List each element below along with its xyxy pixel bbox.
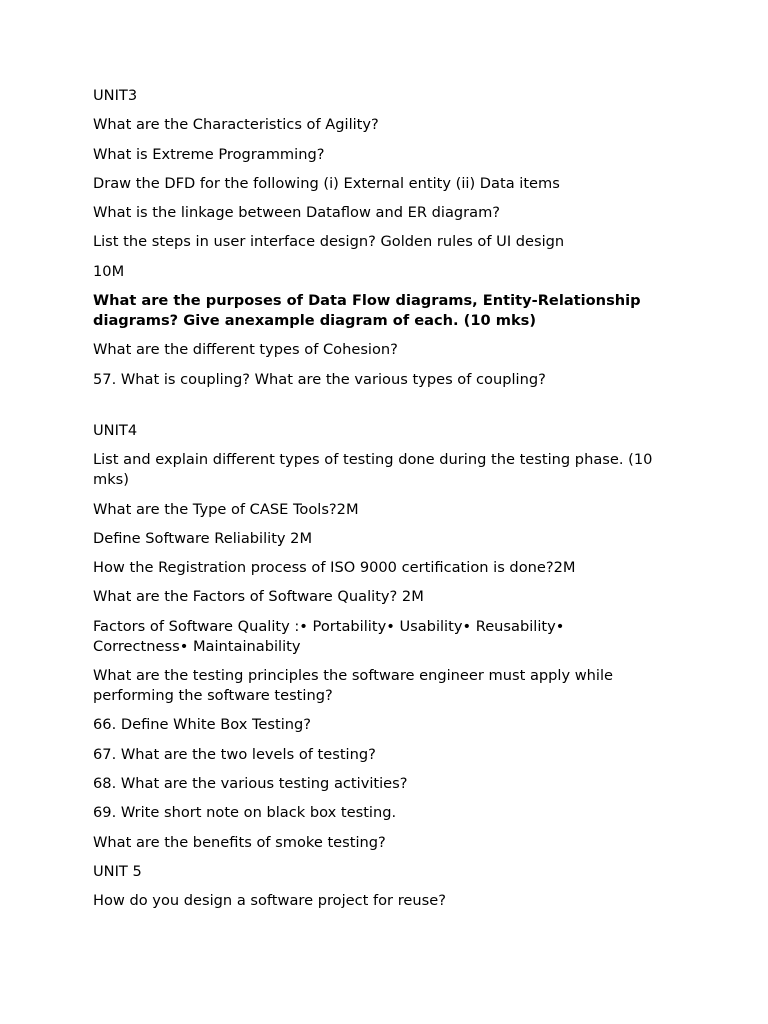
unit4-question-10: 68. What are the various testing activities?: [93, 774, 408, 792]
unit4-question-4: How the Registration process of ISO 9000 certification is done?2M: [93, 559, 576, 577]
unit3-question-4: What is the linkage between Dataflow and ER diagram?: [93, 204, 501, 222]
unit4-question-7: What are the testing principles the software engineer must apply while performing the software testing?: [93, 667, 614, 705]
document-body: [93, 86, 693, 920]
unit4-question-9: 67. What are the two levels of testing?: [93, 745, 376, 763]
unit4-question-1: List and explain different types of testing done during the testing phase. (10 mks): [93, 451, 653, 489]
unit3-question-1: What are the Characteristics of Agility?: [93, 116, 379, 134]
unit3-question-2: What is Extreme Programming?: [93, 145, 325, 163]
unit3-question-3: Draw the DFD for the following (i) External entity (ii) Data items: [93, 174, 560, 192]
unit4-question-5: What are the Factors of Software Quality? 2M: [93, 588, 424, 606]
unit3-question-7: What are the different types of Cohesion?: [93, 341, 398, 359]
unit4-quality-factors: Factors of Software Quality :• Portability• Usability• Reusability• Correctness• Maintainability: [93, 617, 565, 655]
unit4-question-12: What are the benefits of smoke testing?: [93, 833, 386, 851]
unit3-question-6-bold: What are the purposes of Data Flow diagrams, Entity-Relationship diagrams? Give anexample diagram of each. (10 mks): [93, 292, 641, 330]
unit3-question-8: 57. What is coupling? What are the various types of coupling?: [93, 370, 546, 388]
section-spacer: [93, 399, 693, 421]
unit4-question-8: 66. Define White Box Testing?: [93, 716, 312, 734]
unit4-heading: UNIT4: [93, 421, 138, 439]
unit3-marks-label: 10M: [93, 262, 125, 280]
unit4-question-2: What are the Type of CASE Tools?2M: [93, 500, 359, 518]
unit4-question-11: 69. Write short note on black box testing.: [93, 804, 397, 822]
unit5-heading: UNIT 5: [93, 862, 142, 880]
unit5-question-1: How do you design a software project for reuse?: [93, 892, 446, 910]
unit3-question-5: List the steps in user interface design? Golden rules of UI design: [93, 233, 565, 251]
unit4-question-3: Define Software Reliability 2M: [93, 529, 313, 547]
unit3-heading: UNIT3: [93, 87, 138, 104]
